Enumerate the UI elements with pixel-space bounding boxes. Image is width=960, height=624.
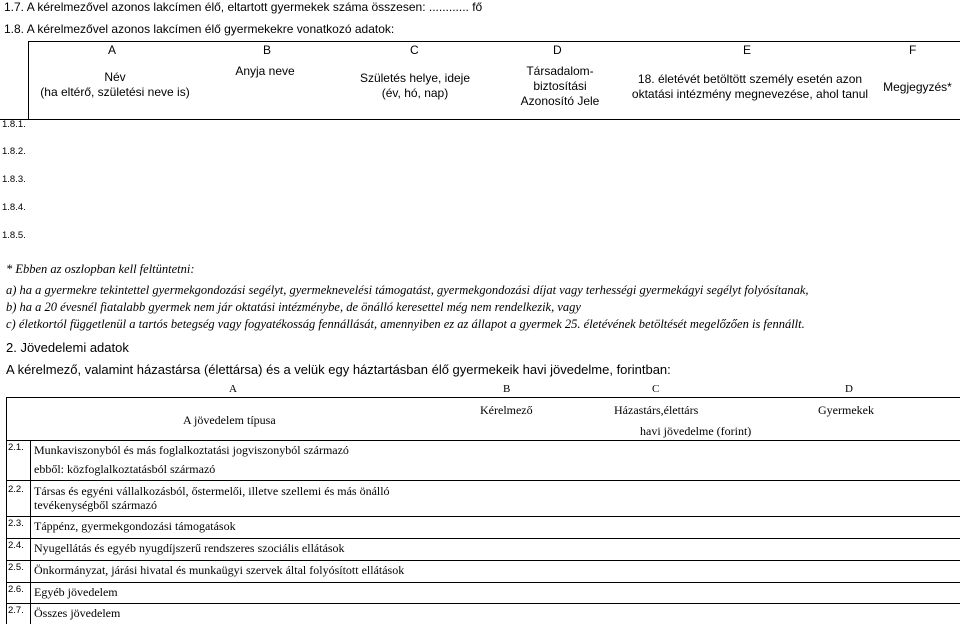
col-letter-c: C <box>410 43 419 57</box>
row-number: 2.6. <box>8 584 24 595</box>
income-type-sublabel: ebből: közfoglalkoztatásból származó <box>34 462 216 476</box>
col-letter-d: D <box>553 43 562 57</box>
income-type-sublabel: tevékenységből származó <box>34 498 157 512</box>
header-school: 18. életévét betöltött személy esetén azon oktatási intézmény megnevezése, ahol tanul <box>631 72 869 101</box>
header-mother-name: Anyja neve <box>235 64 295 78</box>
row-label: 1.8.4. <box>2 202 26 213</box>
note-b: b) ha a 20 évesnél fiatalabb gyermek nem jár oktatási intézménybe, de önálló keresettel még nem rendelkezik, vagy <box>6 300 581 314</box>
header-spouse: Házastárs,élettárs <box>614 403 699 417</box>
income-type-label: Egyéb jövedelem <box>34 585 118 599</box>
income-type-label: Nyugellátás és egyéb nyugdíjszerű rendszeres szociális ellátások <box>34 541 345 555</box>
col-letter-d: D <box>845 383 853 395</box>
row-number: 2.1. <box>8 442 24 453</box>
col-letter-a: A <box>229 383 237 395</box>
row-number: 2.3. <box>8 518 24 529</box>
header-monthly-income: havi jövedelme (forint) <box>640 424 752 438</box>
row-number: 2.5. <box>8 562 24 573</box>
header-applicant: Kérelmező <box>480 403 533 417</box>
row-number: 2.2. <box>8 484 24 495</box>
col-letter-b: B <box>503 383 511 395</box>
header-taj: Társadalom- biztosítási Azonosító Jele <box>520 64 600 108</box>
income-type-label: Munkaviszonyból és más foglalkoztatási jogviszonyból származó <box>34 443 349 457</box>
col-letter-f: F <box>909 43 917 57</box>
header-children: Gyermekek <box>818 403 874 417</box>
section-2-subtitle: A kérelmező, valamint házastársa (élettársa) és a velük egy háztartásban élő gyermekeik havi jövedelme, forintban: <box>6 362 671 377</box>
col-letter-a: A <box>108 43 117 57</box>
row-label: 1.8.1. <box>2 119 26 130</box>
header-name: Név (ha eltérő, születési neve is) <box>40 70 190 99</box>
item-1-8: 1.8. A kérelmezővel azonos lakcímen élő gyermekekre vonatkozó adatok: <box>4 22 395 36</box>
row-label: 1.8.5. <box>2 230 26 241</box>
note-c: c) életkortól függetlenül a tartós betegség vagy fogyatékosság fennállását, amennyiben ez az állapot a gyermek 25. életévének betöltését megelőzően is fennállt. <box>6 317 805 331</box>
col-letter-c: C <box>652 383 660 395</box>
col-letter-b: B <box>263 43 272 57</box>
header-birth: Születés helye, ideje (év, hó, nap) <box>359 71 471 100</box>
note-a: a) ha a gyermekre tekintettel gyermekgondozási segélyt, gyermeknevelési támogatást, gyermekgondozási díjat vagy terhességi gyermekágyi segélyt folyósítanak, <box>6 283 809 297</box>
income-type-label: Társas és egyéni vállalkozásból, őstermelői, illetve szellemi és más önálló <box>34 484 390 498</box>
income-type-label: Táppénz, gyermekgondozási támogatások <box>34 519 236 533</box>
row-number: 2.4. <box>8 540 24 551</box>
row-number: 2.7. <box>8 605 24 616</box>
col-letter-e: E <box>743 43 752 57</box>
income-type-label: Összes jövedelem <box>34 606 121 620</box>
row-label: 1.8.2. <box>2 146 26 157</box>
header-note: Megjegyzés* <box>883 80 952 94</box>
row-label: 1.8.3. <box>2 174 26 185</box>
header-income-type: A jövedelem típusa <box>183 413 276 427</box>
item-1-7: 1.7. A kérelmezővel azonos lakcímen élő, eltartott gyermekek száma összesen: ............ fő <box>4 0 483 14</box>
section-2-title: 2. Jövedelemi adatok <box>6 340 129 355</box>
notes-intro: * Ebben az oszlopban kell feltüntetni: <box>6 262 195 276</box>
income-type-label: Önkormányzat, járási hivatal és munkaügyi szervek által folyósított ellátások <box>34 563 405 577</box>
